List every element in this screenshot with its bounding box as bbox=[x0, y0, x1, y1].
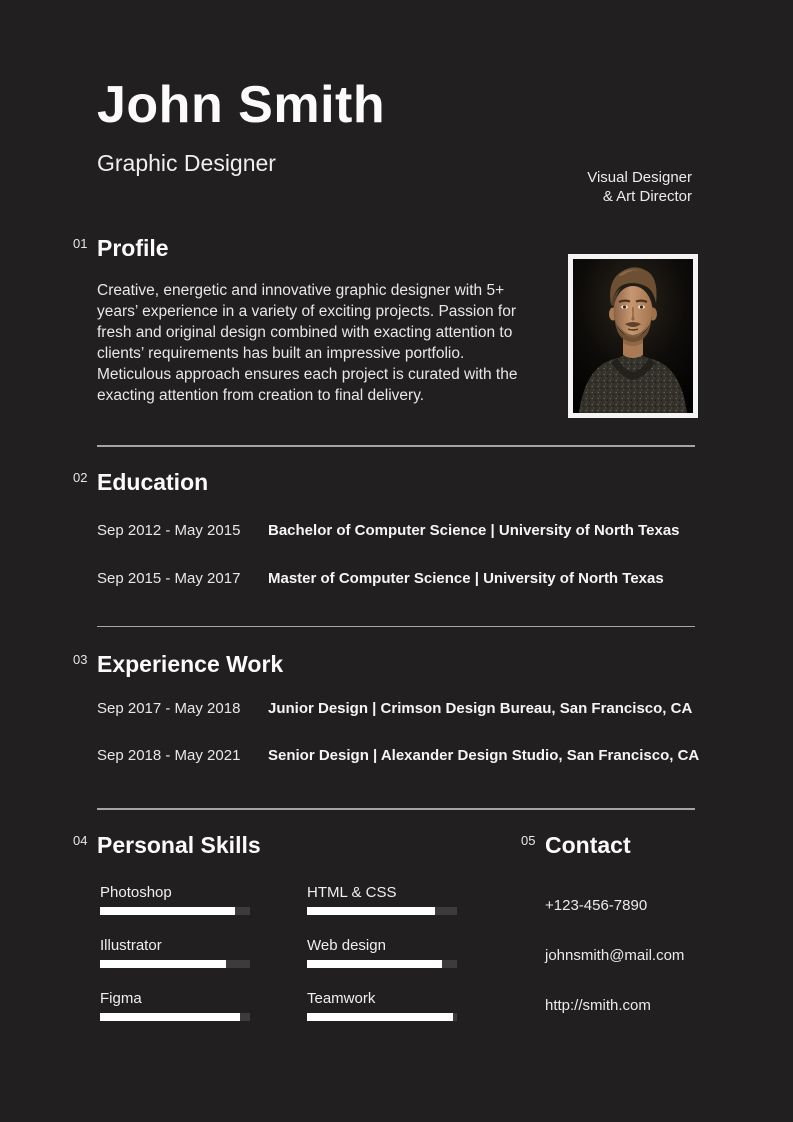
contact-email[interactable]: johnsmith@mail.com bbox=[545, 946, 685, 964]
skill-bar-fill bbox=[307, 1013, 453, 1021]
skill-item bbox=[100, 937, 250, 968]
tagline-line1: Visual Designer bbox=[587, 169, 692, 186]
divider bbox=[97, 445, 695, 447]
profile-text: Creative, energetic and innovative graphic designer with 5+ years’ experience in a variety of exciting projects. Passion for fresh and original design combined with exacting attention to clients’ requirements has built an impressive portfolio. Meticulous approach ensures each project is curated with the exacting attention from creation to final delivery. bbox=[97, 282, 518, 404]
skill-label: HTML & CSS bbox=[307, 883, 397, 901]
skill-bar-track bbox=[100, 960, 250, 968]
skill-bar-track bbox=[307, 907, 457, 915]
date-range: Sep 2017 - May 2018 bbox=[97, 700, 241, 717]
skill-bar-fill bbox=[100, 907, 235, 915]
skill-bar-track bbox=[100, 907, 250, 915]
section-number: 01 bbox=[73, 236, 88, 251]
skill-label: Illustrator bbox=[100, 936, 162, 954]
portrait-illustration bbox=[573, 259, 693, 413]
skills-grid bbox=[100, 884, 487, 1021]
divider bbox=[97, 808, 695, 810]
skill-item bbox=[307, 884, 457, 915]
section-title-education: Education bbox=[97, 468, 209, 495]
date-range: Sep 2015 - May 2017 bbox=[97, 569, 241, 587]
section-education-header bbox=[73, 468, 695, 495]
skill-label: Web design bbox=[307, 936, 386, 954]
skill-label: Photoshop bbox=[100, 883, 172, 901]
experience-item bbox=[97, 747, 700, 765]
section-title-contact: Contact bbox=[545, 831, 631, 858]
section-number: 02 bbox=[73, 469, 88, 485]
portrait-photo bbox=[568, 254, 698, 418]
tagline bbox=[587, 168, 692, 206]
job-detail: Junior Design | Crimson Design Bureau, San Francisco, CA bbox=[268, 700, 693, 717]
section-skills bbox=[73, 831, 487, 1021]
contact-phone[interactable]: +123-456-7890 bbox=[545, 896, 648, 914]
skill-bar-track bbox=[100, 1013, 250, 1021]
section-contact bbox=[521, 831, 695, 1021]
date-range: Sep 2012 - May 2015 bbox=[97, 521, 241, 539]
bottom-columns bbox=[73, 831, 695, 1021]
skill-bar-track bbox=[307, 960, 457, 968]
skill-bar-track bbox=[307, 1013, 457, 1021]
job-subtitle: Graphic Designer bbox=[97, 150, 276, 176]
degree-detail: Bachelor of Computer Science | University of North Texas bbox=[268, 521, 680, 539]
job-detail: Senior Design | Alexander Design Studio, San Francisco, CA bbox=[268, 747, 700, 764]
section-skills-header bbox=[73, 831, 487, 858]
experience-item bbox=[97, 700, 695, 718]
skill-bar-fill bbox=[307, 960, 442, 968]
page-title: John Smith bbox=[97, 76, 386, 134]
section-title-skills: Personal Skills bbox=[97, 831, 261, 858]
skill-item bbox=[100, 990, 250, 1021]
contact-website[interactable]: http://smith.com bbox=[545, 996, 651, 1014]
contact-items bbox=[545, 897, 695, 1015]
skill-bar-fill bbox=[100, 960, 226, 968]
date-range: Sep 2018 - May 2021 bbox=[97, 747, 241, 764]
section-title-experience: Experience Work bbox=[97, 651, 284, 677]
skill-item bbox=[307, 990, 457, 1021]
skill-bar-fill bbox=[307, 907, 435, 915]
education-item bbox=[97, 522, 695, 540]
divider bbox=[97, 626, 695, 628]
tagline-line2: & Art Director bbox=[602, 188, 692, 205]
section-experience-header bbox=[73, 651, 695, 677]
skill-bar-fill bbox=[100, 1013, 240, 1021]
skill-item bbox=[307, 937, 457, 968]
section-number: 05 bbox=[521, 832, 536, 848]
skill-label: Teamwork bbox=[307, 989, 376, 1007]
section-number: 03 bbox=[73, 652, 88, 667]
section-title-profile: Profile bbox=[97, 235, 169, 261]
education-item bbox=[97, 570, 695, 588]
skill-label: Figma bbox=[100, 989, 142, 1007]
skill-item bbox=[100, 884, 250, 915]
section-number: 04 bbox=[73, 832, 88, 848]
degree-detail: Master of Computer Science | University of North Texas bbox=[268, 569, 664, 587]
section-contact-header bbox=[521, 831, 695, 858]
